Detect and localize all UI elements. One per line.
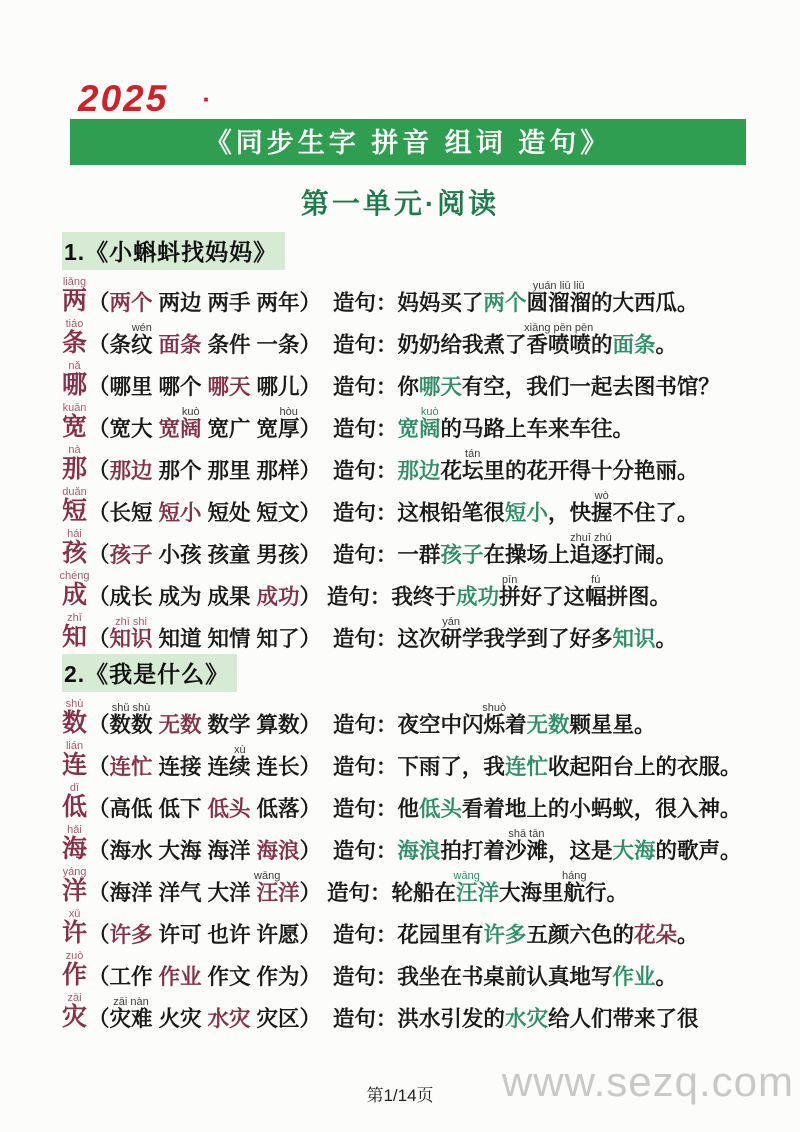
text-segment: 成功 [256, 584, 300, 609]
vocab-row [59, 567, 798, 609]
pinyin-label: wāng [453, 869, 480, 882]
text-segment: 哪天 [418, 374, 462, 399]
vocab-row [62, 947, 798, 989]
text-segment: 灾难 zāi nàn [109, 995, 153, 1031]
text-segment: 短处 短文） 造句：这根铅笔很 [201, 500, 505, 525]
pinyin-label: lián [65, 740, 84, 752]
head-char: 那 nà [62, 444, 88, 483]
vocab-row [62, 609, 798, 651]
vocab-row [62, 989, 798, 1031]
watermark-text: www.sezq.com [501, 1058, 794, 1105]
pinyin-label: zhuī zhú [570, 531, 612, 544]
pinyin-label: chéng [59, 570, 90, 582]
text-segment: 那边 [397, 458, 441, 483]
text-segment: 大海 [612, 838, 656, 863]
text-segment: 有空，我们一起去图书馆？ [461, 374, 720, 399]
text-segment: 好了这 [520, 584, 585, 609]
text-segment: 那边 [109, 458, 153, 483]
text-segment: 作文 作为） 造句：我坐在书桌前认真地写 [201, 964, 613, 989]
head-char: 海 hǎi [62, 824, 88, 863]
text-segment: 连长） 造句：下雨了，我 [250, 754, 505, 779]
text-segment: （海水 大海 海洋 [88, 838, 257, 863]
head-char: 数 shù [62, 698, 88, 737]
text-segment: （海洋 洋气 大洋 [88, 880, 257, 905]
text-segment: 低头 [418, 796, 462, 821]
text-segment: ） 造句：轮船在 [299, 880, 456, 905]
pinyin-label: hǎi [67, 824, 82, 836]
vocab-row [62, 483, 798, 525]
pinyin-label: fú [591, 573, 601, 586]
head-char: 哪 nǎ [62, 360, 88, 399]
text-segment: 短小 [158, 500, 202, 525]
head-char: 短 duǎn [62, 486, 88, 525]
pinyin-label: zuò [65, 950, 84, 962]
pinyin-label: xù [233, 743, 246, 756]
head-char: 孩 hái [62, 528, 88, 567]
text-segment: 作业 [158, 964, 202, 989]
text-segment: （ [88, 922, 110, 947]
text-segment: 无数 [158, 712, 202, 737]
text-segment: 打闹。 [612, 542, 677, 567]
text-segment: 。 [676, 922, 699, 947]
head-char: 成 chéng [59, 570, 90, 609]
text-segment: 宽 [397, 416, 419, 441]
pinyin-label: hòu [279, 405, 298, 418]
text-segment: 知识 [612, 626, 656, 651]
vocab-row [62, 695, 798, 737]
text-segment: 两边 两手 两年） 造句：妈妈买了 [152, 290, 484, 315]
text-segment: 数学 算数） 造句：夜空中闪 [201, 712, 484, 737]
text-segment: （条 [88, 332, 132, 357]
section-title: 1.《小蝌蚪找妈妈》 [62, 232, 285, 270]
text-segment: 大海里 [498, 880, 564, 905]
pinyin-label: wāng [254, 869, 281, 882]
pinyin-label: pīn [502, 573, 518, 586]
handwritten-year [78, 78, 211, 120]
vocab-row [62, 273, 798, 315]
text-segment: （ [88, 290, 110, 315]
text-segment: 学我学到了好多 [461, 626, 613, 651]
vocab-row [62, 441, 798, 483]
text-segment: 连忙 [109, 754, 153, 779]
pinyin-label: wò [594, 489, 609, 502]
head-char: 低 dī [62, 782, 88, 821]
text-segment: 低落） 造句：他 [250, 796, 419, 821]
text-segment: 的马路上车来车往。 [440, 416, 634, 441]
text-segment: （宽大 [88, 416, 159, 441]
text-segment: 续 xù [229, 743, 251, 779]
vocab-row [62, 779, 798, 821]
text-segment: 不住了。 [612, 500, 699, 525]
text-segment: 水灾 [504, 1006, 548, 1031]
text-segment: 沙滩 shā tān [504, 827, 548, 863]
text-segment: （成长 成为 成果 [88, 584, 257, 609]
head-char: 洋 yáng [62, 866, 88, 905]
text-segment: 无数 [526, 712, 570, 737]
head-char: 作 zuò [62, 950, 88, 989]
text-segment: 知道 知情 知了） 造句：这次 [152, 626, 441, 651]
text-segment: 那个 那里 那样） 造句： [152, 458, 398, 483]
text-segment: 海浪 [256, 838, 300, 863]
pinyin-label: yuán liū liū [532, 279, 585, 292]
text-segment: （ [88, 542, 110, 567]
text-segment: 握 wò [590, 489, 613, 525]
pinyin-label: zhī shi [115, 615, 147, 628]
text-segment: 许多 [483, 922, 527, 947]
pinyin-label: zhī [67, 612, 82, 624]
pinyin-label: shù [65, 698, 84, 710]
page-number: 第1/14页 [366, 1086, 434, 1105]
text-segment: 。 [655, 626, 677, 651]
text-segment: （工作 [88, 964, 159, 989]
text-segment: 成功 [455, 584, 499, 609]
text-segment: 纹 wén [131, 321, 153, 357]
vocab-list [59, 229, 798, 1031]
pinyin-label: zāi [67, 992, 82, 1004]
text-segment: 着 [504, 712, 527, 737]
text-segment: （哪里 哪个 [88, 374, 208, 399]
text-segment: 条件 一条） 造句：奶奶给我煮了 [201, 332, 527, 357]
section-title: 2.《我是什么》 [62, 654, 237, 692]
text-segment: ，快 [547, 500, 591, 525]
pinyin-label: tiáo [65, 318, 84, 330]
text-segment: 阔 kuò [180, 405, 202, 441]
pinyin-label: yán [442, 615, 461, 628]
pinyin-label: duǎn [62, 486, 87, 498]
head-char: 宽 kuān [62, 402, 88, 441]
text-segment: （高低 低下 [88, 796, 208, 821]
pinyin-label: shuò [482, 701, 507, 714]
pinyin-label: liǎng [62, 276, 87, 288]
text-segment: 。 [655, 332, 678, 357]
main-title-banner: 《同步生字 拼音 组词 造句》 [70, 119, 746, 165]
text-segment: 洋 [277, 880, 300, 905]
vocab-row [62, 357, 798, 399]
text-segment: 的大西瓜。 [590, 290, 699, 315]
text-segment: 数数 shǔ shù [109, 701, 153, 737]
pinyin-label: dī [69, 782, 80, 794]
vocab-row [62, 905, 798, 947]
text-segment: ） 造句：我终于 [299, 584, 456, 609]
text-segment: 航 háng [562, 869, 587, 905]
text-segment: ） 造句： [299, 838, 398, 863]
pinyin-label: shǔ shù [111, 701, 151, 714]
text-segment: （ [88, 754, 110, 779]
text-segment: 在操场上 [483, 542, 570, 567]
text-segment: （ [88, 1006, 110, 1031]
text-segment: 。 [655, 964, 677, 989]
year-text: 2025 [78, 78, 169, 119]
text-segment: 烁 shuò [482, 701, 507, 737]
text-segment: 的 [590, 332, 613, 357]
text-segment: 五颜六色的 [526, 922, 634, 947]
vocab-row [62, 821, 798, 863]
pinyin-label: hái [67, 528, 82, 540]
text-segment: 香喷喷 xiāng pēn pēn [524, 321, 594, 357]
head-char: 许 xǔ [62, 908, 88, 947]
vocab-row [62, 315, 798, 357]
pinyin-label: kuò [420, 405, 439, 418]
text-segment: 拍打着 [440, 838, 505, 863]
text-segment: 给人们带来了很 [547, 1006, 699, 1031]
text-segment: ） 造句： [299, 416, 398, 441]
text-segment: （ [88, 712, 110, 737]
text-segment: 圆溜溜 yuán liū liū [526, 279, 591, 315]
unit-title: 第一单元·阅读 [300, 188, 500, 219]
pinyin-label: shā tān [508, 827, 545, 840]
text-segment: 许可 也许 许愿） 造句：花园里有 [152, 922, 484, 947]
text-segment: 坛 tán [461, 447, 484, 483]
pinyin-label: háng [562, 869, 587, 882]
pinyin-label: xiāng pēn pēn [524, 321, 594, 334]
text-segment: 知识 zhī shi [109, 615, 153, 651]
text-segment: 拼 pīn [498, 573, 521, 609]
text-segment: 短小 [504, 500, 548, 525]
text-segment: ，这是 [547, 838, 613, 863]
text-segment: 洋 [477, 880, 499, 905]
text-segment: 厚 hòu [277, 405, 300, 441]
pinyin-label: kuān [62, 402, 87, 414]
text-segment: 灾区） 造句：洪水引发的 [250, 1006, 505, 1031]
text-segment: 面条 [612, 332, 656, 357]
text-segment: 汪 wāng [453, 869, 480, 905]
head-char: 连 lián [62, 740, 88, 779]
text-segment: 花朵 [633, 922, 677, 947]
text-segment: 的歌声。 [655, 838, 742, 863]
text-segment: 阔 kuò [418, 405, 441, 441]
head-char: 知 zhī [62, 612, 88, 651]
text-segment: 幅 fú [584, 573, 607, 609]
text-segment: 花 [440, 458, 462, 483]
text-segment: 看着地上的小蚂蚁，很入神。 [461, 796, 742, 821]
text-segment: 许多 [109, 922, 153, 947]
pinyin-label: kuò [181, 405, 200, 418]
text-segment: 作业 [612, 964, 656, 989]
pinyin-label: xǔ [68, 908, 81, 920]
vocab-row [62, 737, 798, 779]
text-segment: 小孩 孩童 男孩） 造句：一群 [152, 542, 441, 567]
pinyin-label: tán [465, 447, 481, 460]
text-segment: 汪 wāng [254, 869, 281, 905]
text-segment: 孩子 [109, 542, 153, 567]
text-segment: 里的花开得十分艳丽。 [483, 458, 699, 483]
text-segment: 孩子 [440, 542, 484, 567]
text-segment: 颗星星。 [569, 712, 656, 737]
text-segment: 宽 [158, 416, 181, 441]
text-segment: 两个 [483, 290, 527, 315]
text-segment: 宽广 宽 [201, 416, 278, 441]
pinyin-label: wén [131, 321, 152, 334]
vocab-row [62, 525, 798, 567]
text-segment: 研 yán [440, 615, 462, 651]
pinyin-label: nǎ [68, 360, 81, 372]
text-segment: 面条 [158, 332, 202, 357]
text-segment: 哪天 [207, 374, 251, 399]
text-segment: 拼图。 [606, 584, 672, 609]
text-segment: 连忙 [504, 754, 548, 779]
text-segment: 收起阳台上的衣服。 [547, 754, 742, 779]
text-segment: 低头 [207, 796, 251, 821]
vocab-row [62, 399, 798, 441]
text-segment: 连接 连 [152, 754, 229, 779]
text-segment: 水灾 [207, 1006, 251, 1031]
vocab-row [62, 863, 798, 905]
text-segment: 火灾 [152, 1006, 208, 1031]
text-segment: 哪儿） 造句：你 [250, 374, 419, 399]
head-char: 条 tiáo [62, 318, 88, 357]
text-segment: 两个 [109, 290, 153, 315]
head-char: 灾 zāi [62, 992, 88, 1031]
text-segment: 追逐 zhuī zhú [569, 531, 613, 567]
text-segment: 行。 [585, 880, 629, 905]
text-segment: （长短 [88, 500, 159, 525]
pinyin-label: zāi nàn [113, 995, 149, 1008]
text-segment: （ [88, 626, 110, 651]
pinyin-label: yáng [62, 866, 87, 878]
head-char: 两 liǎng [62, 276, 88, 315]
text-segment: 海浪 [397, 838, 441, 863]
text-segment: （ [88, 458, 110, 483]
pinyin-label: nà [68, 444, 81, 456]
year-dot-mark: · [202, 83, 211, 114]
